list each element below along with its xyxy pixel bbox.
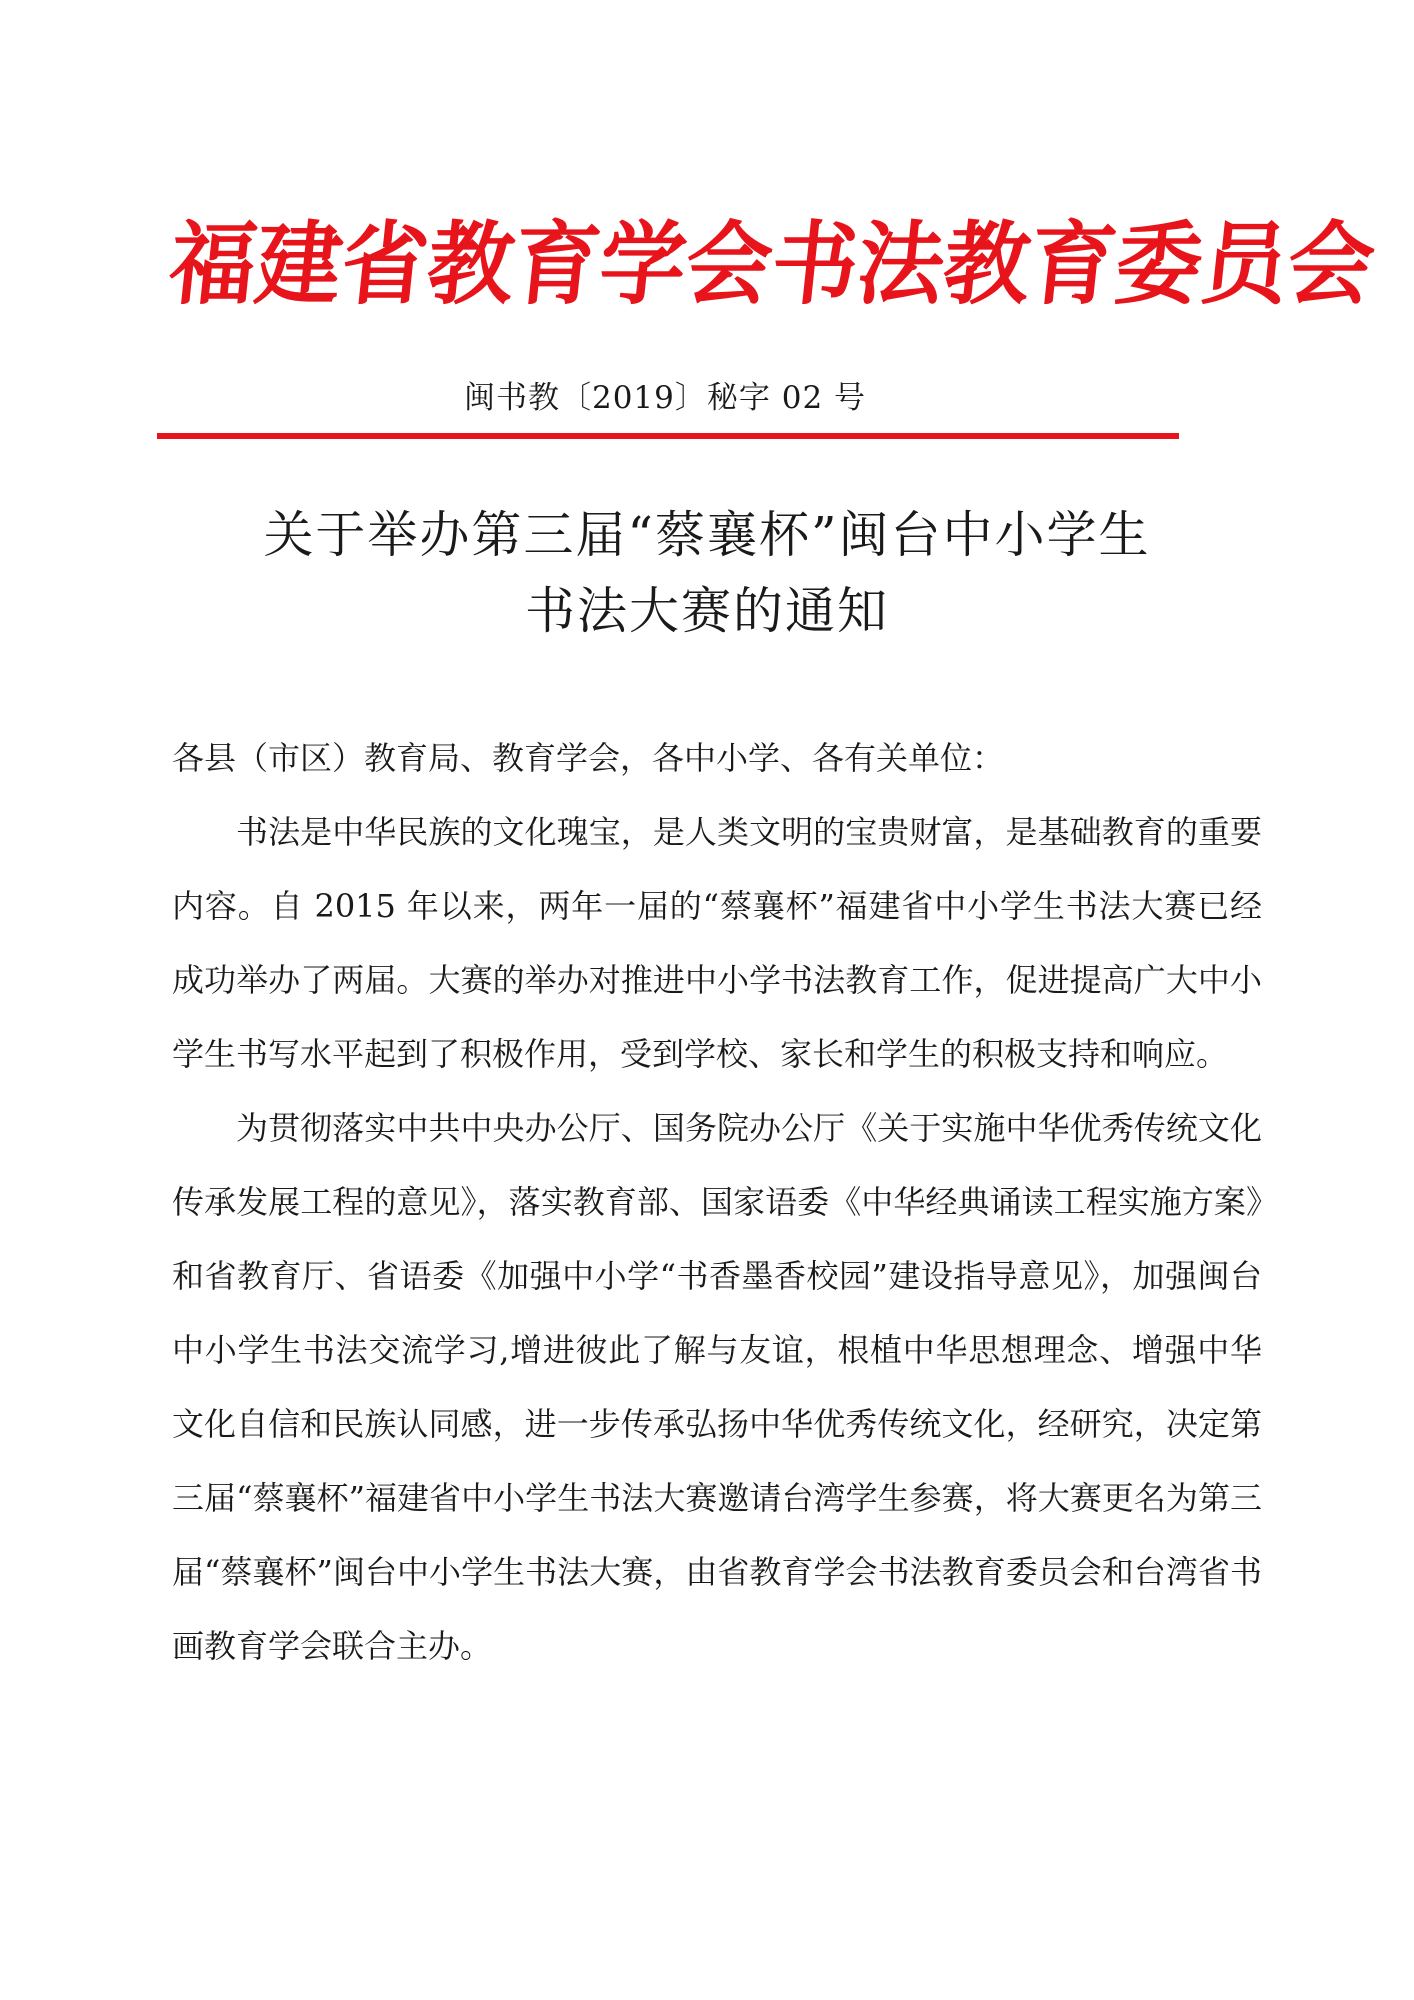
letterhead-char: 会 — [1282, 211, 1380, 318]
body-paragraph-2: 为贯彻落实中共中央办公厅、国务院办公厅《关于实施中华优秀传统文化传承发展工程的意见》，落实教育部、国家语委《中华经典诵读工程实施方案》和省教育厅、省语委《加强中小学“书香墨香校园”建设指导意见》，加强闽台中小学生书法交流学习,增进彼此了解与友谊，根植中华思想理念、增强中华文化自信和民族认同感，进一步传承弘扬中华优秀传统文化，经研究，决定第三届“蔡襄杯”福建省中小学生书法大赛邀请台湾学生参赛，将大赛更名为第三届“蔡襄杯”闽台中小学生书法大赛，由省教育学会书法教育委员会和台湾省书画教育学会联合主办。 — [172, 1109, 1262, 1665]
letterhead-char: 育 — [508, 211, 606, 318]
letterhead-char: 学 — [594, 211, 692, 318]
notice-title-line-1: 关于举办第三届“蔡襄杯”闽台中小学生 — [263, 506, 1151, 564]
letterhead-char: 书 — [766, 211, 864, 318]
letterhead-char: 教 — [938, 211, 1036, 318]
letterhead-char: 员 — [1196, 211, 1294, 318]
letterhead-char: 委 — [1110, 211, 1208, 318]
letterhead-char: 教 — [422, 211, 520, 318]
letterhead-char: 建 — [250, 211, 348, 318]
notice-title-line-2: 书法大赛的通知 — [525, 582, 889, 640]
notice-body — [172, 721, 1262, 1683]
letterhead-char: 省 — [336, 211, 434, 318]
letterhead-char: 育 — [1024, 211, 1122, 318]
letterhead-char: 法 — [852, 211, 950, 318]
letterhead-char: 福 — [164, 211, 262, 318]
letterhead-org-name — [164, 205, 1380, 325]
notice-title — [0, 497, 1414, 649]
letterhead-divider — [157, 433, 1179, 439]
body-paragraph-1: 书法是中华民族的文化瑰宝，是人类文明的宝贵财富，是基础教育的重要内容。自 2015 年以来，两年一届的“蔡襄杯”福建省中小学生书法大赛已经成功举办了两届。大赛的举办对推进中小学书法教育工作，促进提高广大中小学生书写水平起到了积极作用，受到学校、家长和学生的积极支持和响应。 — [172, 813, 1262, 1073]
letterhead-char: 会 — [680, 211, 778, 318]
document-number: 闽书教〔2019〕秘字 02 号 — [463, 380, 867, 416]
salutation: 各县（市区）教育局、教育学会，各中小学、各有关单位： — [172, 739, 1005, 777]
